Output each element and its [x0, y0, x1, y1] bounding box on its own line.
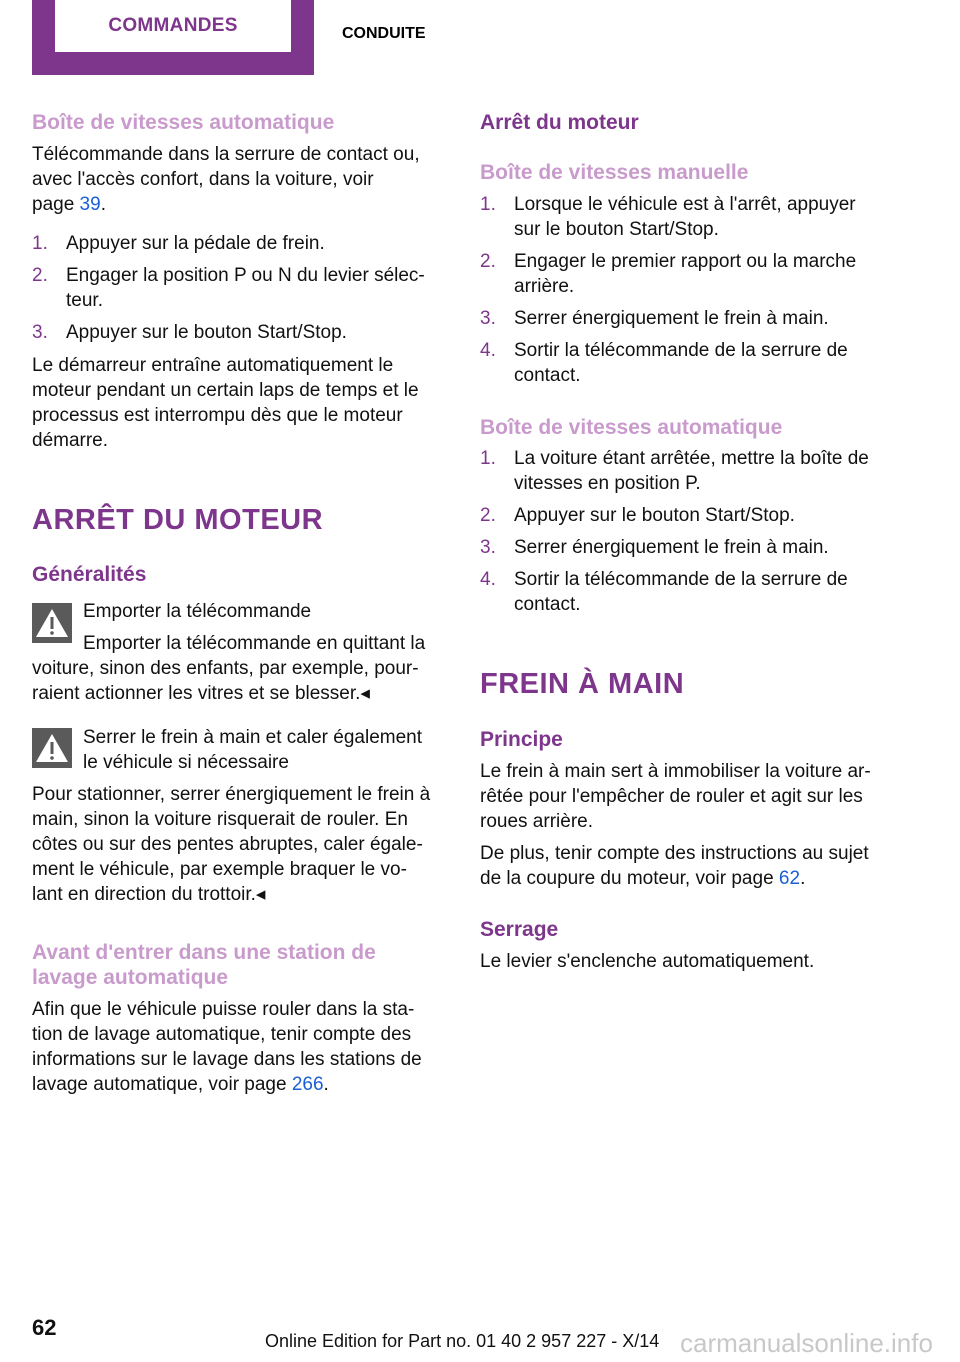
section-title-frein-main: FREIN À MAIN [480, 668, 685, 700]
paragraph-car-wash [32, 997, 422, 1097]
paragraph-starter: Le démarreur entraîne automatiquement le moteur pendant un certain laps de temps et le processus est interrompu dès que le moteur démarre. [32, 355, 419, 451]
paragraph-instructions [480, 841, 869, 891]
warning-text: Pour stationner, serrer énergiquement le frein à main, sinon la voiture risquerait de rouler. En côtes ou sur des pentes abruptes, caler égale- ment le véhicule, par exemple braquer le vo- lant en direction du trottoir.◂ [32, 784, 431, 905]
step-number: 2. [480, 505, 496, 526]
list-item [480, 338, 848, 388]
step-number: 1. [480, 194, 496, 215]
step-text: Appuyer sur le bouton Start/Stop. [514, 505, 795, 526]
list-item [480, 192, 856, 242]
heading-auto-stop: Boîte de vitesses automatique [480, 416, 783, 439]
heading-principe: Principe [480, 728, 563, 751]
warning-text: Emporter la télécommande en quittant la [83, 633, 426, 654]
step-text: Sortir la télécommande de la serrure de contact. [514, 569, 848, 615]
warning-icon [32, 603, 72, 643]
heading-car-wash: Avant d'entrer dans une station de lavage automatique [32, 941, 376, 989]
heading-serrage: Serrage [480, 918, 559, 941]
step-number: 3. [32, 322, 48, 343]
warning-title: Emporter la télécommande [83, 601, 312, 622]
step-text: Sortir la télécommande de la serrure de contact. [514, 340, 848, 386]
list-item [32, 320, 347, 345]
step-text: Appuyer sur la pédale de frein. [66, 233, 325, 254]
step-text: La voiture étant arrêtée, mettre la boîte de vitesses en position P. [514, 448, 869, 494]
text: . [800, 868, 806, 889]
step-number: 4. [480, 340, 496, 361]
heading-arret-moteur: Arrêt du moteur [480, 111, 639, 134]
edition-note: Online Edition for Part no. 01 40 2 957 227 - X/14 [265, 1331, 660, 1351]
paragraph-remote [32, 142, 420, 217]
heading-manual: Boîte de vitesses manuelle [480, 161, 749, 184]
list-item [32, 263, 425, 313]
text: . [323, 1074, 329, 1095]
text: . [100, 194, 106, 215]
step-number: 1. [32, 233, 48, 254]
tab-label: COMMANDES [108, 15, 238, 36]
list-item [480, 535, 829, 560]
list-item [480, 567, 848, 617]
page-link-266[interactable]: 266 [291, 1074, 324, 1095]
page-link-39[interactable]: 39 [79, 194, 101, 215]
list-item [480, 446, 869, 496]
step-text: Engager la position P ou N du levier sélec- teur. [66, 265, 425, 311]
page-link-62[interactable]: 62 [778, 868, 801, 889]
step-text: Appuyer sur le bouton Start/Stop. [66, 322, 347, 343]
text: De plus, tenir compte des instructions au sujet de la coupure du moteur, voir page [480, 843, 869, 889]
list-item [480, 306, 829, 331]
list-item [480, 249, 856, 299]
step-text: Engager le premier rapport ou la marche arrière. [514, 251, 857, 297]
warning-icon [32, 728, 72, 768]
step-number: 4. [480, 569, 496, 590]
warning-title: Serrer le frein à main et caler également le véhicule si nécessaire [83, 727, 422, 773]
step-text: Serrer énergiquement le frein à main. [514, 308, 829, 329]
step-number: 3. [480, 308, 496, 329]
text: Afin que le véhicule puisse rouler dans la sta- tion de lavage automatique, tenir compte des informations sur le lavage dans les stations de lavage automatique, voir page [32, 999, 422, 1095]
step-text: Lorsque le véhicule est à l'arrêt, appuyer sur le bouton Start/Stop. [514, 194, 856, 240]
section-title-arret-moteur: ARRÊT DU MOTEUR [32, 504, 324, 536]
step-number: 1. [480, 448, 496, 469]
step-number: 3. [480, 537, 496, 558]
paragraph-principe: Le frein à main sert à immobiliser la voiture ar- rêtée pour l'empêcher de rouler et agit sur les roues arrière. [480, 761, 871, 832]
heading-generalites: Généralités [32, 563, 147, 586]
step-number: 2. [32, 265, 48, 286]
list-item [32, 231, 325, 256]
tab-commandes[interactable] [55, 0, 291, 52]
paragraph-serrage: Le levier s'enclenche automatiquement. [480, 951, 815, 972]
warning-text: voiture, sinon des enfants, par exemple, pour- raient actionner les vitres et se blesser.◂ [32, 658, 419, 704]
watermark: carmanualsonline.info [680, 1328, 933, 1358]
step-number: 2. [480, 251, 496, 272]
heading-auto-start: Boîte de vitesses automatique [32, 111, 335, 134]
tab-conduite[interactable]: CONDUITE [342, 25, 426, 42]
page-number: 62 [32, 1315, 57, 1340]
step-text: Serrer énergiquement le frein à main. [514, 537, 829, 558]
text: Télécommande dans la serrure de contact ou, avec l'accès confort, dans la voiture, voir page [32, 144, 420, 215]
list-item [480, 503, 795, 528]
